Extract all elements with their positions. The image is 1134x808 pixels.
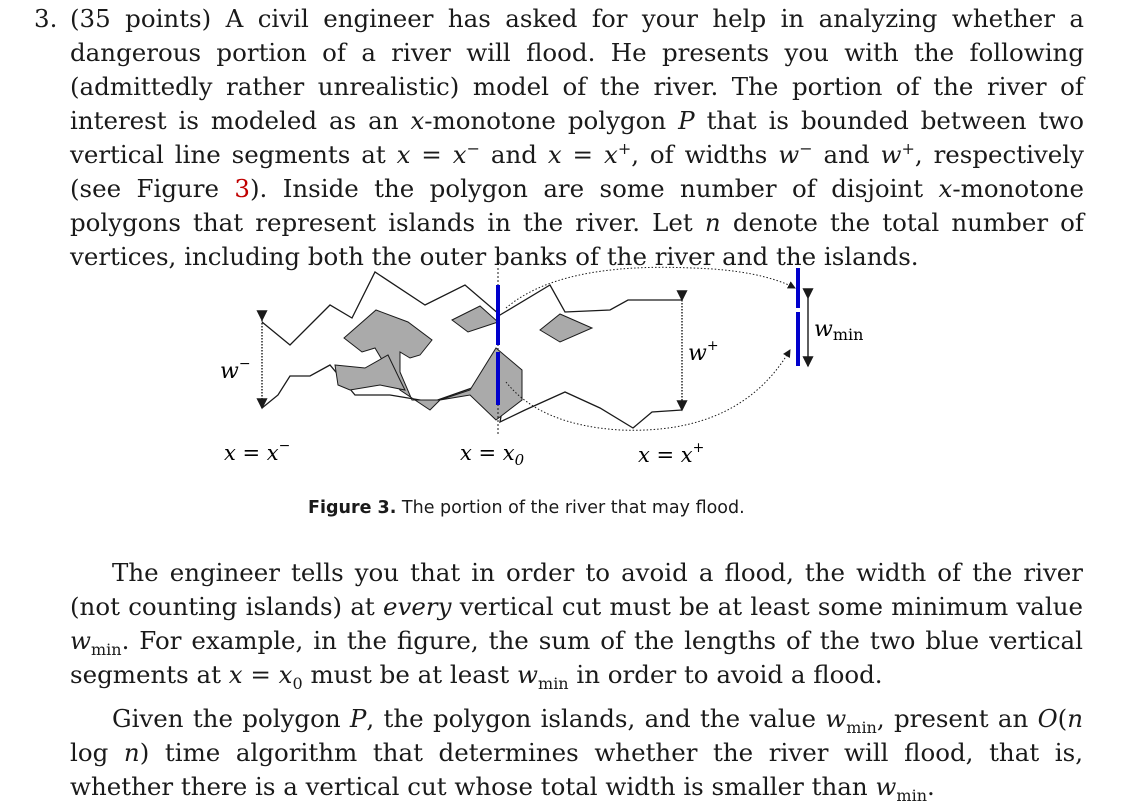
figure-reference-link[interactable]: 3 xyxy=(234,174,250,203)
label-w-min: wmin xyxy=(814,317,864,344)
label-x0: $x = x_0$ xyxy=(460,441,525,469)
problem-points: (35 points) xyxy=(70,4,212,33)
island-diamond xyxy=(540,314,592,342)
arc-to-top-segment xyxy=(506,267,795,308)
paragraph-task: Given the polygon P, the polygon islands, and the value $w_{min}$, present an O(n log n) time algorithm that determines whether the river will flood, that is, whether there is a vertical cut whose total width is smaller than $w_{min}$. xyxy=(70,704,1083,805)
label-w-plus: w+ xyxy=(688,338,719,366)
river-upper-bank xyxy=(262,272,682,345)
problem-number: 3. xyxy=(34,4,58,33)
arc-to-bottom-segment xyxy=(506,350,790,430)
label-x-plus: x = x+ xyxy=(638,440,705,467)
river-diagram xyxy=(200,260,900,470)
label-x-minus: x = x− xyxy=(224,438,291,465)
problem-statement xyxy=(34,2,1084,274)
paragraph-flood-condition: The engineer tells you that in order to avoid a flood, the width of the river (not counting islands) at every vertical cut must be at least some minimum value $w_{min}$. For example, in the figure, the sum of the lengths of the two blue vertical segments at $x = x_0$ must be at least $w_{min}$ in order to avoid a flood. xyxy=(70,558,1083,693)
problem-body: (35 points) A civil engineer has asked for your help in analyzing whether a dangerous portion of a river will flood. He presents you with the following (admittedly rather unrealistic) model of the river. The portion of the river of interest is modeled as an x-monotone polygon P that is bounded between two vertical line segments at x = x− and x = x+, of widths w− and w+, respectively (see Figure 3). Inside the polygon are some number of disjoint x-monotone polygons that represent islands in the river. Let n denote the total number of vertices, including both the outer banks of the river and the islands. xyxy=(70,4,1085,271)
river-figure xyxy=(200,260,900,470)
island-top xyxy=(452,306,498,332)
figure-caption: Figure 3. The portion of the river that may flood. xyxy=(308,498,745,518)
label-w-minus: w− xyxy=(220,356,251,384)
